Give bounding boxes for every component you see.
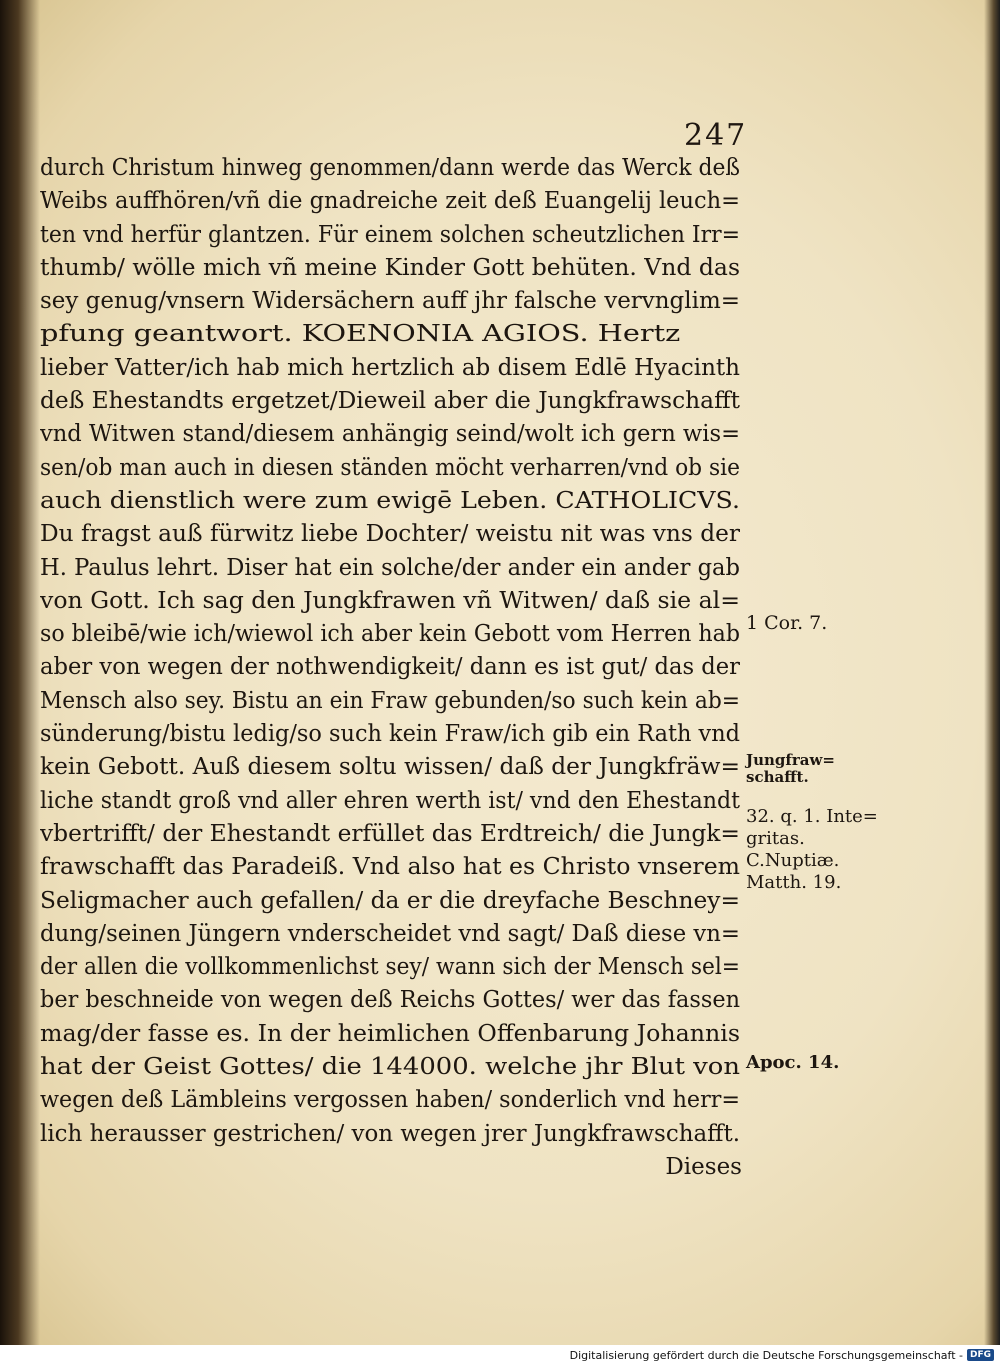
text-line: thumb/ wölle mich vñ meine Kinder Gott behüten. Vnd das <box>40 254 741 281</box>
text-line: durch Christum hinweg genommen/dann werde das Werck deß <box>40 155 740 181</box>
text-line: so bleibē/wie ich/wiewol ich aber kein Gebott vom Herren hab <box>40 621 740 648</box>
text-line: ber beschneide von wegen deß Reichs Gottes/ wer das fassen <box>40 987 740 1014</box>
digitization-footer <box>0 1345 1000 1365</box>
marginal-note-text: 32. q. 1. Inte= <box>746 806 878 827</box>
text-line: vbertrifft/ der Ehestandt erfüllet das Erdtreich/ die Jungk= <box>40 820 740 847</box>
text-line: Du fragst auß fürwitz liebe Dochter/ weistu nit was vns der <box>40 521 740 548</box>
text-line: hat der Geist Gottes/ die 144000. welche jhr Blut von <box>40 1054 740 1081</box>
dfg-logo-icon: DFG <box>967 1349 994 1361</box>
marginal-note-canon <box>746 806 886 894</box>
text-line: lieber Vatter/ich hab mich hertzlich ab disem Edlē Hyacinth <box>40 354 740 381</box>
text-line: sünderung/bistu ledig/so such kein Fraw/ich gib ein Rath vnd <box>40 721 740 748</box>
catchword: Dieses <box>665 1153 742 1180</box>
text-line: sen/ob man auch in diesen ständen möcht verharren/vnd ob sie <box>40 454 740 481</box>
marginal-note-text: Matth. 19. <box>746 872 842 893</box>
marginal-note-text: Apoc. 14. <box>746 1052 840 1073</box>
text-line: von Gott. Ich sag den Jungkfrawen vñ Witwen/ daß sie al= <box>40 587 741 614</box>
text-line: sey genug/vnsern Widersächern auff jhr falsche vervnglim= <box>40 288 740 315</box>
marginal-note-jungfrawschafft <box>746 752 886 786</box>
text-line: dung/seinen Jüngern vnderscheidet vnd sagt/ Daß diese vn= <box>40 920 740 947</box>
text-line: kein Gebott. Auß diesem soltu wissen/ daß der Jungkfräw= <box>40 754 741 781</box>
body-text <box>40 152 748 1184</box>
text-line: Mensch also sey. Bistu an ein Fraw gebunden/so such kein ab= <box>40 687 740 714</box>
marginal-note-text: schafft. <box>746 768 809 786</box>
page-number: 247 <box>684 118 748 153</box>
text-line: ten vnd herfür glantzen. Für einem solchen scheutzlichen Irr= <box>40 221 740 248</box>
text-line: frawschafft das Paradeiß. Vnd also hat es Christo vnserem <box>40 854 740 881</box>
text-line: lich herausser gestrichen/ von wegen jrer Jungkfrawschafft. <box>40 1120 740 1147</box>
marginal-note-text: 1 Cor. 7. <box>746 612 828 634</box>
text-line: aber von wegen der nothwendigkeit/ dann es ist gut/ das der <box>40 654 740 681</box>
text-line: vnd Witwen stand/diesem anhängig seind/wolt ich gern wis= <box>40 421 740 448</box>
text-line: der allen die vollkommenlichst sey/ wann sich der Mensch sel= <box>40 954 740 981</box>
marginal-note-text: C.Nuptiæ. <box>746 850 840 871</box>
marginal-note-1-cor <box>746 612 886 634</box>
text-line: pfung geantwort. KOENONIA AGIOS. Hertz <box>40 321 681 348</box>
marginal-note-text: Jungfraw= <box>746 751 835 769</box>
text-line: H. Paulus lehrt. Diser hat ein solche/der ander ein ander gab <box>40 554 740 581</box>
text-line: mag/der fasse es. In der heimlichen Offenbarung Johannis <box>40 1020 740 1047</box>
footer-credit: Digitalisierung gefördert durch die Deutsche Forschungsgemeinschaft - <box>569 1348 963 1362</box>
text-line: Weibs auffhören/vñ die gnadreiche zeit deß Euangelij leuch= <box>40 188 740 215</box>
text-line: auch dienstlich were zum ewigē Leben. CATHOLICVS. <box>40 487 740 514</box>
marginal-note-apoc <box>746 1052 886 1073</box>
marginal-note-text: gritas. <box>746 828 805 849</box>
text-line: liche standt groß vnd aller ehren werth ist/ vnd den Ehestandt <box>40 787 740 814</box>
text-line: wegen deß Lämbleins vergossen haben/ sonderlich vnd herr= <box>40 1087 740 1114</box>
text-line: Seligmacher auch gefallen/ da er die dreyfache Beschney= <box>40 887 741 914</box>
text-line: deß Ehestandts ergetzet/Dieweil aber die Jungkfrawschafft <box>40 388 741 415</box>
